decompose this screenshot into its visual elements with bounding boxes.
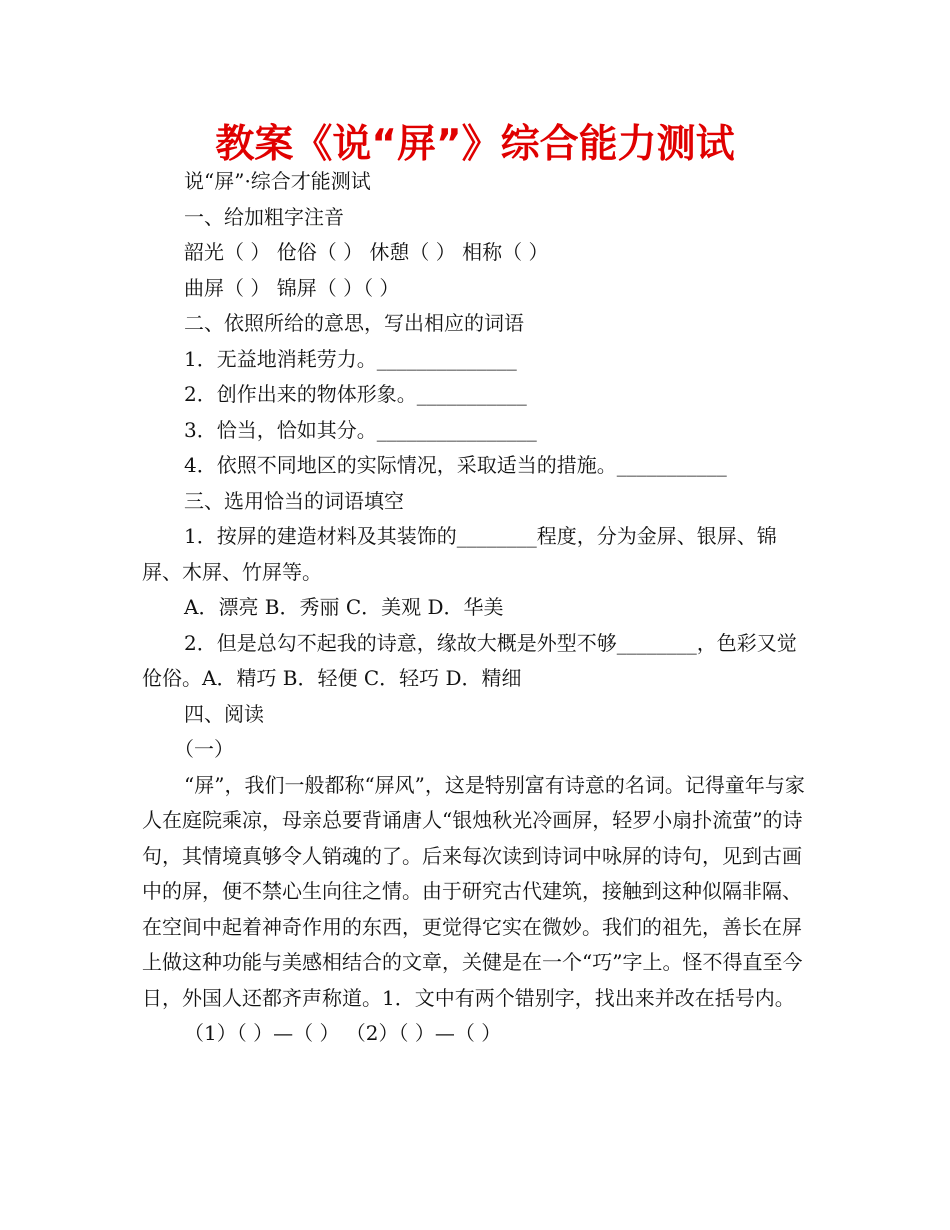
subtitle: 说“屏”·综合才能测试 — [184, 169, 371, 193]
section2-item-3: 3．恰当，恰如其分。________________ — [184, 417, 537, 442]
section1-row2: 曲屏（ ） 锦屏（ ）（ ） — [184, 275, 400, 300]
answer-line: （1）（ ）—（ ） （2）（ ）—（ ） — [184, 1021, 502, 1045]
section3-question-1-options: A．漂亮 B．秀丽 C．美观 D．华美 — [184, 595, 504, 619]
section2-item-4: 4．依照不同地区的实际情况，采取适当的措施。___________ — [184, 453, 727, 477]
section1-row1: 韶光（ ） 伧俗（ ） 休憩（ ） 相称（ ） — [184, 240, 549, 264]
document-title: 教案《说“屏”》综合能力测试 — [215, 122, 735, 167]
section2-item-2: 2．创作出来的物体形象。___________ — [184, 382, 527, 406]
reading-paragraph: “屏”，我们一般都称“屏风”，这是特别富有诗意的名词。记得童年与家人在庭院乘凉，母亲总要背诵唐人“银烛秋光冷画屏，轻罗小扇扑流萤”的诗句，其情境真够令人销魂的了。后来每次读到诗词中咏屏的诗句，见到古画中的屏，便不禁心生向往之情。由于研究古代建筑，接触到这种似隔非隔、在空间中起着神奇作用的东西，更觉得它实在微妙。我们的祖先，善长在屏上做这种功能与美感相结合的文章，关健是在一个“巧”字上。怪不得直至今日，外国人还都齐声称道。1．文中有两个错别字，找出来并改在括号内。 — [142, 772, 805, 1010]
section1-heading: 一、给加粗字注音 — [184, 204, 344, 229]
section3-heading: 三、选用恰当的词语填空 — [184, 488, 404, 513]
section2-item-1: 1．无益地消耗劳力。______________ — [184, 346, 517, 371]
section3-question-2: 2．但是总勾不起我的诗意，缘故大概是外型不够________，色彩又觉伧俗。A．精巧 B．轻便 C．轻巧 D．精细 — [142, 630, 797, 690]
document-body — [142, 164, 812, 1052]
section3-question-1: 1．按屏的建造材料及其装饰的________程度，分为金屏、银屏、锦屏、木屏、竹屏等。 — [142, 524, 777, 584]
section2-heading: 二、依照所给的意思，写出相应的词语 — [184, 311, 524, 335]
section4-heading: 四、阅读 — [184, 701, 264, 726]
section4-part-label: （一） — [174, 737, 234, 761]
